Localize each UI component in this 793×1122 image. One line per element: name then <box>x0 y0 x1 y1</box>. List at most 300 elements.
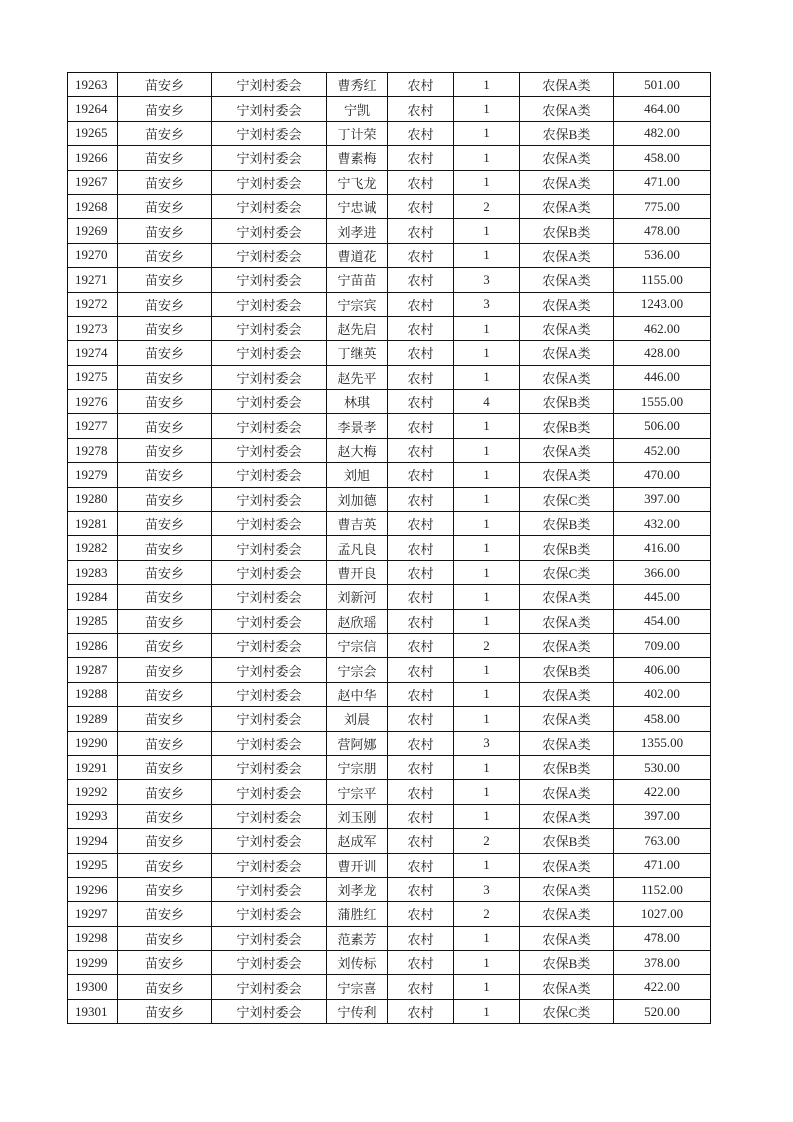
name-cell: 刘孝龙 <box>327 877 388 901</box>
village-committee-cell: 宁刘村委会 <box>212 292 327 316</box>
township-cell: 苗安乡 <box>118 463 212 487</box>
name-cell: 宁凯 <box>327 97 388 121</box>
record-id-cell: 19292 <box>68 780 118 804</box>
household-type-cell: 农村 <box>388 804 454 828</box>
amount-cell: 1027.00 <box>614 902 711 926</box>
township-cell: 苗安乡 <box>118 121 212 145</box>
amount-cell: 397.00 <box>614 487 711 511</box>
name-cell: 刘加德 <box>327 487 388 511</box>
amount-cell: 478.00 <box>614 219 711 243</box>
record-id-cell: 19293 <box>68 804 118 828</box>
township-cell: 苗安乡 <box>118 487 212 511</box>
township-cell: 苗安乡 <box>118 926 212 950</box>
name-cell: 丁继英 <box>327 341 388 365</box>
household-size-cell: 1 <box>454 853 520 877</box>
name-cell: 赵成军 <box>327 829 388 853</box>
amount-cell: 1355.00 <box>614 731 711 755</box>
amount-cell: 775.00 <box>614 194 711 218</box>
table-row <box>68 682 711 706</box>
insurance-category-cell: 农保B类 <box>520 219 614 243</box>
village-committee-cell: 宁刘村委会 <box>212 731 327 755</box>
name-cell: 宁宗平 <box>327 780 388 804</box>
township-cell: 苗安乡 <box>118 219 212 243</box>
village-committee-cell: 宁刘村委会 <box>212 853 327 877</box>
table-row <box>68 341 711 365</box>
table-row <box>68 975 711 999</box>
village-committee-cell: 宁刘村委会 <box>212 390 327 414</box>
township-cell: 苗安乡 <box>118 609 212 633</box>
insurance-category-cell: 农保A类 <box>520 877 614 901</box>
record-id-cell: 19276 <box>68 390 118 414</box>
village-committee-cell: 宁刘村委会 <box>212 975 327 999</box>
village-committee-cell: 宁刘村委会 <box>212 536 327 560</box>
insurance-category-cell: 农保A类 <box>520 438 614 462</box>
household-type-cell: 农村 <box>388 146 454 170</box>
amount-cell: 452.00 <box>614 438 711 462</box>
data-table <box>67 72 711 1024</box>
insurance-category-cell: 农保A类 <box>520 365 614 389</box>
table-row <box>68 73 711 97</box>
table-row <box>68 219 711 243</box>
household-type-cell: 农村 <box>388 341 454 365</box>
amount-cell: 471.00 <box>614 170 711 194</box>
township-cell: 苗安乡 <box>118 585 212 609</box>
table-row <box>68 268 711 292</box>
village-committee-cell: 宁刘村委会 <box>212 707 327 731</box>
village-committee-cell: 宁刘村委会 <box>212 414 327 438</box>
insurance-category-cell: 农保C类 <box>520 487 614 511</box>
household-type-cell: 农村 <box>388 829 454 853</box>
household-type-cell: 农村 <box>388 609 454 633</box>
insurance-category-cell: 农保A类 <box>520 731 614 755</box>
amount-cell: 416.00 <box>614 536 711 560</box>
record-id-cell: 19269 <box>68 219 118 243</box>
household-type-cell: 农村 <box>388 292 454 316</box>
household-size-cell: 1 <box>454 755 520 779</box>
record-id-cell: 19279 <box>68 463 118 487</box>
household-size-cell: 1 <box>454 682 520 706</box>
name-cell: 刘传标 <box>327 951 388 975</box>
township-cell: 苗安乡 <box>118 316 212 340</box>
household-size-cell: 4 <box>454 390 520 414</box>
insurance-category-cell: 农保B类 <box>520 536 614 560</box>
village-committee-cell: 宁刘村委会 <box>212 780 327 804</box>
township-cell: 苗安乡 <box>118 536 212 560</box>
name-cell: 曹开良 <box>327 560 388 584</box>
insurance-category-cell: 农保A类 <box>520 341 614 365</box>
table-row <box>68 243 711 267</box>
record-id-cell: 19275 <box>68 365 118 389</box>
household-size-cell: 1 <box>454 975 520 999</box>
township-cell: 苗安乡 <box>118 390 212 414</box>
household-type-cell: 农村 <box>388 707 454 731</box>
household-size-cell: 1 <box>454 414 520 438</box>
amount-cell: 422.00 <box>614 780 711 804</box>
name-cell: 赵中华 <box>327 682 388 706</box>
amount-cell: 1243.00 <box>614 292 711 316</box>
township-cell: 苗安乡 <box>118 902 212 926</box>
amount-cell: 462.00 <box>614 316 711 340</box>
record-id-cell: 19290 <box>68 731 118 755</box>
amount-cell: 709.00 <box>614 633 711 657</box>
table-row <box>68 755 711 779</box>
amount-cell: 520.00 <box>614 999 711 1023</box>
household-type-cell: 农村 <box>388 463 454 487</box>
amount-cell: 482.00 <box>614 121 711 145</box>
table-row <box>68 463 711 487</box>
village-committee-cell: 宁刘村委会 <box>212 243 327 267</box>
household-type-cell: 农村 <box>388 121 454 145</box>
household-size-cell: 1 <box>454 97 520 121</box>
amount-cell: 366.00 <box>614 560 711 584</box>
amount-cell: 464.00 <box>614 97 711 121</box>
record-id-cell: 19295 <box>68 853 118 877</box>
record-id-cell: 19273 <box>68 316 118 340</box>
village-committee-cell: 宁刘村委会 <box>212 194 327 218</box>
household-size-cell: 1 <box>454 707 520 731</box>
insurance-category-cell: 农保B类 <box>520 512 614 536</box>
household-type-cell: 农村 <box>388 633 454 657</box>
record-id-cell: 19296 <box>68 877 118 901</box>
household-type-cell: 农村 <box>388 194 454 218</box>
township-cell: 苗安乡 <box>118 341 212 365</box>
household-size-cell: 1 <box>454 438 520 462</box>
insurance-category-cell: 农保C类 <box>520 999 614 1023</box>
household-type-cell: 农村 <box>388 243 454 267</box>
township-cell: 苗安乡 <box>118 780 212 804</box>
name-cell: 赵先平 <box>327 365 388 389</box>
record-id-cell: 19281 <box>68 512 118 536</box>
record-id-cell: 19283 <box>68 560 118 584</box>
insurance-category-cell: 农保A类 <box>520 780 614 804</box>
amount-cell: 422.00 <box>614 975 711 999</box>
table-row <box>68 658 711 682</box>
village-committee-cell: 宁刘村委会 <box>212 170 327 194</box>
household-type-cell: 农村 <box>388 268 454 292</box>
name-cell: 刘晨 <box>327 707 388 731</box>
township-cell: 苗安乡 <box>118 512 212 536</box>
township-cell: 苗安乡 <box>118 146 212 170</box>
name-cell: 赵欣瑶 <box>327 609 388 633</box>
household-type-cell: 农村 <box>388 512 454 536</box>
amount-cell: 406.00 <box>614 658 711 682</box>
household-size-cell: 1 <box>454 487 520 511</box>
name-cell: 宁宗朋 <box>327 755 388 779</box>
township-cell: 苗安乡 <box>118 170 212 194</box>
amount-cell: 1155.00 <box>614 268 711 292</box>
village-committee-cell: 宁刘村委会 <box>212 829 327 853</box>
insurance-category-cell: 农保B类 <box>520 829 614 853</box>
table-row <box>68 829 711 853</box>
name-cell: 范素芳 <box>327 926 388 950</box>
name-cell: 曹道花 <box>327 243 388 267</box>
household-size-cell: 3 <box>454 731 520 755</box>
name-cell: 曹开训 <box>327 853 388 877</box>
table-row <box>68 121 711 145</box>
village-committee-cell: 宁刘村委会 <box>212 560 327 584</box>
amount-cell: 458.00 <box>614 707 711 731</box>
insurance-category-cell: 农保A类 <box>520 609 614 633</box>
insurance-category-cell: 农保B类 <box>520 414 614 438</box>
record-id-cell: 19291 <box>68 755 118 779</box>
table-row <box>68 146 711 170</box>
township-cell: 苗安乡 <box>118 73 212 97</box>
township-cell: 苗安乡 <box>118 853 212 877</box>
amount-cell: 458.00 <box>614 146 711 170</box>
household-size-cell: 1 <box>454 512 520 536</box>
record-id-cell: 19288 <box>68 682 118 706</box>
insurance-category-cell: 农保C类 <box>520 560 614 584</box>
village-committee-cell: 宁刘村委会 <box>212 365 327 389</box>
amount-cell: 470.00 <box>614 463 711 487</box>
name-cell: 宁苗苗 <box>327 268 388 292</box>
table-row <box>68 316 711 340</box>
name-cell: 丁计荣 <box>327 121 388 145</box>
amount-cell: 397.00 <box>614 804 711 828</box>
amount-cell: 763.00 <box>614 829 711 853</box>
household-size-cell: 1 <box>454 658 520 682</box>
record-id-cell: 19278 <box>68 438 118 462</box>
insurance-category-cell: 农保A类 <box>520 268 614 292</box>
table-row <box>68 487 711 511</box>
table-row <box>68 390 711 414</box>
table-row <box>68 512 711 536</box>
name-cell: 孟凡良 <box>327 536 388 560</box>
village-committee-cell: 宁刘村委会 <box>212 97 327 121</box>
household-size-cell: 1 <box>454 999 520 1023</box>
table-row <box>68 780 711 804</box>
village-committee-cell: 宁刘村委会 <box>212 902 327 926</box>
amount-cell: 428.00 <box>614 341 711 365</box>
name-cell: 宁宗宾 <box>327 292 388 316</box>
record-id-cell: 19277 <box>68 414 118 438</box>
household-type-cell: 农村 <box>388 877 454 901</box>
township-cell: 苗安乡 <box>118 975 212 999</box>
household-size-cell: 1 <box>454 536 520 560</box>
household-type-cell: 农村 <box>388 975 454 999</box>
amount-cell: 445.00 <box>614 585 711 609</box>
insurance-category-cell: 农保A类 <box>520 853 614 877</box>
name-cell: 宁宗喜 <box>327 975 388 999</box>
insurance-category-cell: 农保B类 <box>520 951 614 975</box>
village-committee-cell: 宁刘村委会 <box>212 219 327 243</box>
household-type-cell: 农村 <box>388 682 454 706</box>
insurance-category-cell: 农保A类 <box>520 585 614 609</box>
household-type-cell: 农村 <box>388 316 454 340</box>
household-size-cell: 1 <box>454 804 520 828</box>
record-id-cell: 19280 <box>68 487 118 511</box>
table-row <box>68 731 711 755</box>
household-size-cell: 1 <box>454 73 520 97</box>
record-id-cell: 19265 <box>68 121 118 145</box>
record-id-cell: 19289 <box>68 707 118 731</box>
township-cell: 苗安乡 <box>118 877 212 901</box>
record-id-cell: 19274 <box>68 341 118 365</box>
amount-cell: 478.00 <box>614 926 711 950</box>
table-row <box>68 170 711 194</box>
record-id-cell: 19287 <box>68 658 118 682</box>
name-cell: 林琪 <box>327 390 388 414</box>
household-size-cell: 3 <box>454 877 520 901</box>
household-size-cell: 1 <box>454 780 520 804</box>
insurance-category-cell: 农保A类 <box>520 146 614 170</box>
household-size-cell: 1 <box>454 463 520 487</box>
household-size-cell: 2 <box>454 829 520 853</box>
household-size-cell: 2 <box>454 194 520 218</box>
village-committee-cell: 宁刘村委会 <box>212 999 327 1023</box>
township-cell: 苗安乡 <box>118 829 212 853</box>
township-cell: 苗安乡 <box>118 560 212 584</box>
household-size-cell: 1 <box>454 316 520 340</box>
amount-cell: 454.00 <box>614 609 711 633</box>
household-type-cell: 农村 <box>388 853 454 877</box>
township-cell: 苗安乡 <box>118 194 212 218</box>
record-id-cell: 19266 <box>68 146 118 170</box>
insurance-category-cell: 农保A类 <box>520 926 614 950</box>
household-size-cell: 1 <box>454 219 520 243</box>
township-cell: 苗安乡 <box>118 243 212 267</box>
name-cell: 曹秀红 <box>327 73 388 97</box>
household-size-cell: 1 <box>454 951 520 975</box>
insurance-category-cell: 农保A类 <box>520 682 614 706</box>
township-cell: 苗安乡 <box>118 292 212 316</box>
insurance-category-cell: 农保A类 <box>520 243 614 267</box>
township-cell: 苗安乡 <box>118 951 212 975</box>
name-cell: 赵大梅 <box>327 438 388 462</box>
insurance-category-cell: 农保A类 <box>520 707 614 731</box>
table-row <box>68 292 711 316</box>
insurance-category-cell: 农保A类 <box>520 194 614 218</box>
household-size-cell: 1 <box>454 121 520 145</box>
name-cell: 蒲胜红 <box>327 902 388 926</box>
name-cell: 宁忠诚 <box>327 194 388 218</box>
amount-cell: 536.00 <box>614 243 711 267</box>
township-cell: 苗安乡 <box>118 731 212 755</box>
table-row <box>68 414 711 438</box>
household-type-cell: 农村 <box>388 414 454 438</box>
household-size-cell: 1 <box>454 609 520 633</box>
village-committee-cell: 宁刘村委会 <box>212 682 327 706</box>
village-committee-cell: 宁刘村委会 <box>212 658 327 682</box>
name-cell: 宁宗信 <box>327 633 388 657</box>
record-id-cell: 19264 <box>68 97 118 121</box>
name-cell: 曹吉英 <box>327 512 388 536</box>
township-cell: 苗安乡 <box>118 438 212 462</box>
name-cell: 宁宗会 <box>327 658 388 682</box>
insurance-category-cell: 农保A类 <box>520 73 614 97</box>
amount-cell: 432.00 <box>614 512 711 536</box>
record-id-cell: 19263 <box>68 73 118 97</box>
township-cell: 苗安乡 <box>118 97 212 121</box>
household-size-cell: 1 <box>454 585 520 609</box>
village-committee-cell: 宁刘村委会 <box>212 926 327 950</box>
insurance-category-cell: 农保A类 <box>520 463 614 487</box>
village-committee-cell: 宁刘村委会 <box>212 755 327 779</box>
record-id-cell: 19300 <box>68 975 118 999</box>
village-committee-cell: 宁刘村委会 <box>212 512 327 536</box>
household-type-cell: 农村 <box>388 731 454 755</box>
village-committee-cell: 宁刘村委会 <box>212 73 327 97</box>
table-row <box>68 804 711 828</box>
household-type-cell: 农村 <box>388 755 454 779</box>
amount-cell: 402.00 <box>614 682 711 706</box>
amount-cell: 1152.00 <box>614 877 711 901</box>
table-row <box>68 707 711 731</box>
household-size-cell: 1 <box>454 341 520 365</box>
household-type-cell: 农村 <box>388 999 454 1023</box>
name-cell: 赵先启 <box>327 316 388 340</box>
insurance-category-cell: 农保A类 <box>520 170 614 194</box>
name-cell: 李景孝 <box>327 414 388 438</box>
table-row <box>68 633 711 657</box>
record-id-cell: 19282 <box>68 536 118 560</box>
table-row <box>68 194 711 218</box>
household-size-cell: 1 <box>454 926 520 950</box>
name-cell: 刘孝进 <box>327 219 388 243</box>
table-row <box>68 585 711 609</box>
record-id-cell: 19284 <box>68 585 118 609</box>
insurance-category-cell: 农保A类 <box>520 97 614 121</box>
township-cell: 苗安乡 <box>118 268 212 292</box>
household-type-cell: 农村 <box>388 902 454 926</box>
township-cell: 苗安乡 <box>118 999 212 1023</box>
record-id-cell: 19301 <box>68 999 118 1023</box>
village-committee-cell: 宁刘村委会 <box>212 341 327 365</box>
table-row <box>68 853 711 877</box>
township-cell: 苗安乡 <box>118 682 212 706</box>
name-cell: 曹素梅 <box>327 146 388 170</box>
record-id-cell: 19285 <box>68 609 118 633</box>
household-type-cell: 农村 <box>388 97 454 121</box>
amount-cell: 506.00 <box>614 414 711 438</box>
household-size-cell: 1 <box>454 146 520 170</box>
table-row <box>68 926 711 950</box>
household-type-cell: 农村 <box>388 658 454 682</box>
township-cell: 苗安乡 <box>118 804 212 828</box>
name-cell: 刘新河 <box>327 585 388 609</box>
amount-cell: 446.00 <box>614 365 711 389</box>
household-type-cell: 农村 <box>388 585 454 609</box>
amount-cell: 501.00 <box>614 73 711 97</box>
household-size-cell: 3 <box>454 292 520 316</box>
household-type-cell: 农村 <box>388 390 454 414</box>
name-cell: 营阿娜 <box>327 731 388 755</box>
insurance-category-cell: 农保B类 <box>520 121 614 145</box>
household-type-cell: 农村 <box>388 780 454 804</box>
insurance-category-cell: 农保B类 <box>520 658 614 682</box>
table-row <box>68 536 711 560</box>
household-type-cell: 农村 <box>388 73 454 97</box>
village-committee-cell: 宁刘村委会 <box>212 463 327 487</box>
insurance-category-cell: 农保A类 <box>520 902 614 926</box>
table-row <box>68 902 711 926</box>
household-size-cell: 1 <box>454 560 520 584</box>
name-cell: 刘玉刚 <box>327 804 388 828</box>
household-type-cell: 农村 <box>388 219 454 243</box>
village-committee-cell: 宁刘村委会 <box>212 146 327 170</box>
household-type-cell: 农村 <box>388 926 454 950</box>
village-committee-cell: 宁刘村委会 <box>212 951 327 975</box>
name-cell: 宁飞龙 <box>327 170 388 194</box>
amount-cell: 530.00 <box>614 755 711 779</box>
insurance-category-cell: 农保B类 <box>520 755 614 779</box>
insurance-category-cell: 农保A类 <box>520 633 614 657</box>
table-row <box>68 438 711 462</box>
record-id-cell: 19272 <box>68 292 118 316</box>
household-type-cell: 农村 <box>388 536 454 560</box>
amount-cell: 1555.00 <box>614 390 711 414</box>
household-size-cell: 2 <box>454 902 520 926</box>
